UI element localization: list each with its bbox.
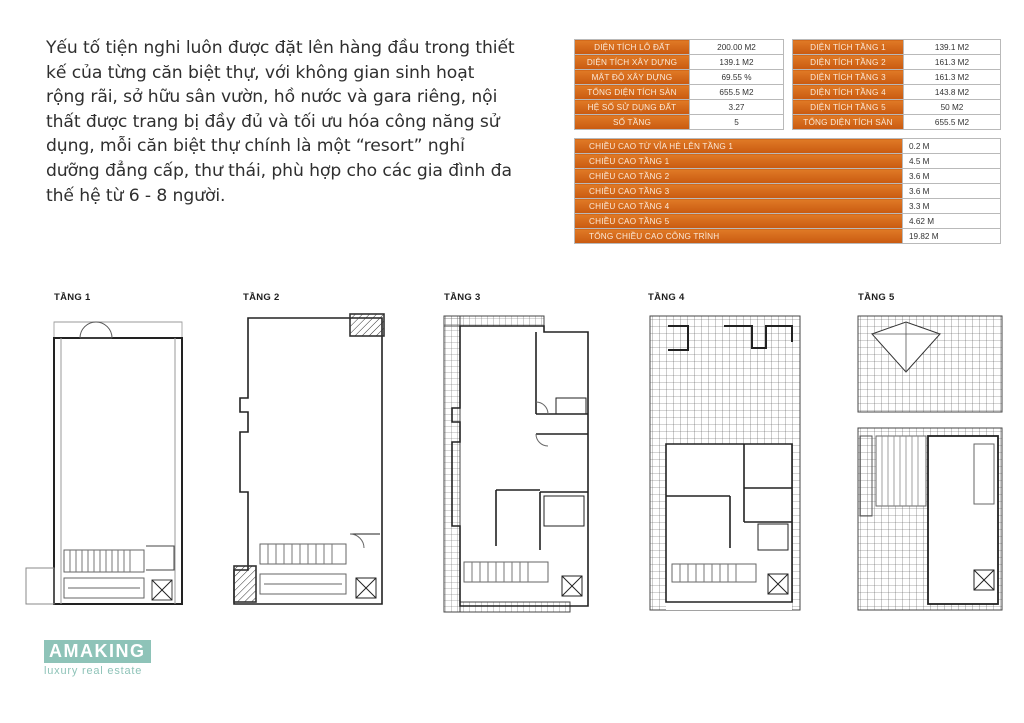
floor-plan-label: TẦNG 2 [243,292,280,303]
table-row [793,115,1001,130]
table-cell-value: 655.5 M2 [690,85,784,100]
table-row [575,70,784,85]
table-row [575,154,1001,169]
table-cell-label: DIỆN TÍCH TẦNG 2 [793,55,904,70]
table-cell-label: DIỆN TÍCH XÂY DỰNG [575,55,690,70]
table-row [575,199,1001,214]
table-cell-label: CHIỀU CAO TẦNG 3 [575,184,903,199]
logo-tagline: luxury real estate [44,665,143,677]
table-cell-value: 4.5 M [903,154,1001,169]
site-spec-table [574,39,784,130]
table-cell-value: 655.5 M2 [904,115,1001,130]
table-row [575,40,784,55]
table-row [575,169,1001,184]
table-cell-value: 3.27 [690,100,784,115]
logo-wordmark: AMAKING [44,640,151,663]
table-cell-value: 19.82 M [903,229,1001,244]
floor-area-table [792,39,1001,130]
table-cell-label: TỔNG CHIỀU CAO CÔNG TRÌNH [575,229,903,244]
table-cell-value: 3.6 M [903,184,1001,199]
table-row [575,139,1001,154]
floor-plan-1 [24,318,186,608]
table-cell-value: 161.3 M2 [904,55,1001,70]
table-cell-label: DIỆN TÍCH TẦNG 3 [793,70,904,85]
floor-plan-3 [440,312,592,614]
table-cell-label: HỆ SỐ SỬ DỤNG ĐẤT [575,100,690,115]
table-cell-label: TỔNG DIỆN TÍCH SÀN [793,115,904,130]
table-row [575,229,1001,244]
table-cell-value: 139.1 M2 [690,55,784,70]
floor-plan-4 [646,312,806,614]
table-cell-value: 3.6 M [903,169,1001,184]
table-row [575,184,1001,199]
table-cell-label: TỔNG DIỆN TÍCH SÀN [575,85,690,100]
table-row [793,70,1001,85]
table-cell-value: 139.1 M2 [904,40,1001,55]
floor-plan-2 [230,312,390,610]
table-cell-label: CHIỀU CAO TẦNG 1 [575,154,903,169]
table-cell-value: 200.00 M2 [690,40,784,55]
table-cell-label: DIỆN TÍCH TẦNG 5 [793,100,904,115]
table-row [793,40,1001,55]
table-cell-label: CHIỀU CAO TỪ VỈA HÈ LÊN TẦNG 1 [575,139,903,154]
table-row [575,214,1001,229]
table-cell-label: DIỆN TÍCH TẦNG 4 [793,85,904,100]
table-cell-label: DIỆN TÍCH LÔ ĐẤT [575,40,690,55]
brand-logo [44,640,151,677]
table-row [793,55,1001,70]
floor-plan-label: TẦNG 3 [444,292,481,303]
table-cell-label: CHIỀU CAO TẦNG 2 [575,169,903,184]
table-cell-value: 4.62 M [903,214,1001,229]
floor-plan-label: TẦNG 4 [648,292,685,303]
table-cell-label: SỐ TẦNG [575,115,690,130]
table-cell-value: 5 [690,115,784,130]
table-cell-value: 3.3 M [903,199,1001,214]
table-cell-label: MẬT ĐỘ XÂY DỰNG [575,70,690,85]
table-row [793,85,1001,100]
table-cell-value: 69.55 % [690,70,784,85]
table-row [575,100,784,115]
table-cell-value: 0.2 M [903,139,1001,154]
floor-plan-label: TẦNG 1 [54,292,91,303]
table-row [575,85,784,100]
table-row [793,100,1001,115]
table-cell-label: DIỆN TÍCH TẦNG 1 [793,40,904,55]
table-row [575,115,784,130]
table-cell-value: 143.8 M2 [904,85,1001,100]
height-table [574,138,1001,244]
table-cell-value: 161.3 M2 [904,70,1001,85]
table-cell-label: CHIỀU CAO TẦNG 5 [575,214,903,229]
intro-paragraph: Yếu tố tiện nghi luôn được đặt lên hàng đầu trong thiết kế của từng căn biệt thự, với không gian sinh hoạt rộng rãi, sở hữu sân vườn, hồ nước và gara riêng, nội thất được trang bị đầy đủ và tối ưu hóa công năng sử dụng, mỗi căn biệt thự chính là một “resort” nghỉ dưỡng đẳng cấp, thư thái, phù hợp cho các gia đình đa thế hệ từ 6 - 8 người. [46,38,515,206]
floor-plan-label: TẦNG 5 [858,292,895,303]
table-row [575,55,784,70]
table-cell-value: 50 M2 [904,100,1001,115]
floor-plan-5 [854,312,1004,614]
table-cell-label: CHIỀU CAO TẦNG 4 [575,199,903,214]
